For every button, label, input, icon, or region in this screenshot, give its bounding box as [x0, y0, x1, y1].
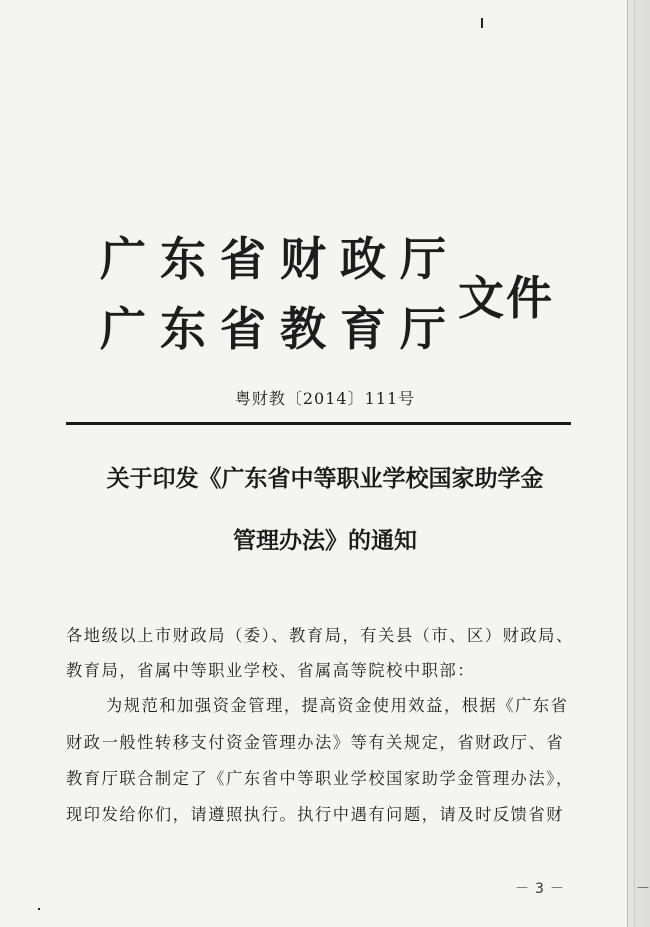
adjacent-page-number-fragment: － — [636, 881, 650, 897]
notice-title-line-2: 管理办法》的通知 — [233, 528, 417, 554]
body-line: 各地级以上市财政局（委）、教育局，有关县（市、区）财政局、 — [66, 626, 574, 645]
body-line: 教育局，省属中等职业学校、省属高等院校中职部： — [66, 661, 476, 680]
page-number: －3－ — [515, 881, 570, 897]
document-type-label: 文件 — [458, 271, 554, 325]
issuer-finance-department: 广东省财政厅 — [100, 232, 460, 286]
body-line: 财政一般性转移支付资金管理办法》等有关规定，省财政厅、省 — [66, 733, 565, 752]
scan-speck — [481, 18, 483, 28]
body-line: 现印发给你们，请遵照执行。执行中遇有问题，请及时反馈省财 — [66, 805, 565, 824]
issuer-education-department: 广东省教育厅 — [100, 302, 460, 356]
header-divider — [66, 422, 571, 425]
scan-speck — [38, 908, 40, 910]
body-line: 为规范和加强资金管理，提高资金使用效益，根据《广东省 — [106, 696, 569, 715]
issuer-block — [100, 224, 460, 364]
notice-title-line-1: 关于印发《广东省中等职业学校国家助学金 — [106, 466, 544, 492]
document-number: 粤财教〔2014〕111号 — [234, 389, 416, 408]
body-line: 教育厅联合制定了《广东省中等职业学校国家助学金管理办法》， — [66, 769, 574, 788]
